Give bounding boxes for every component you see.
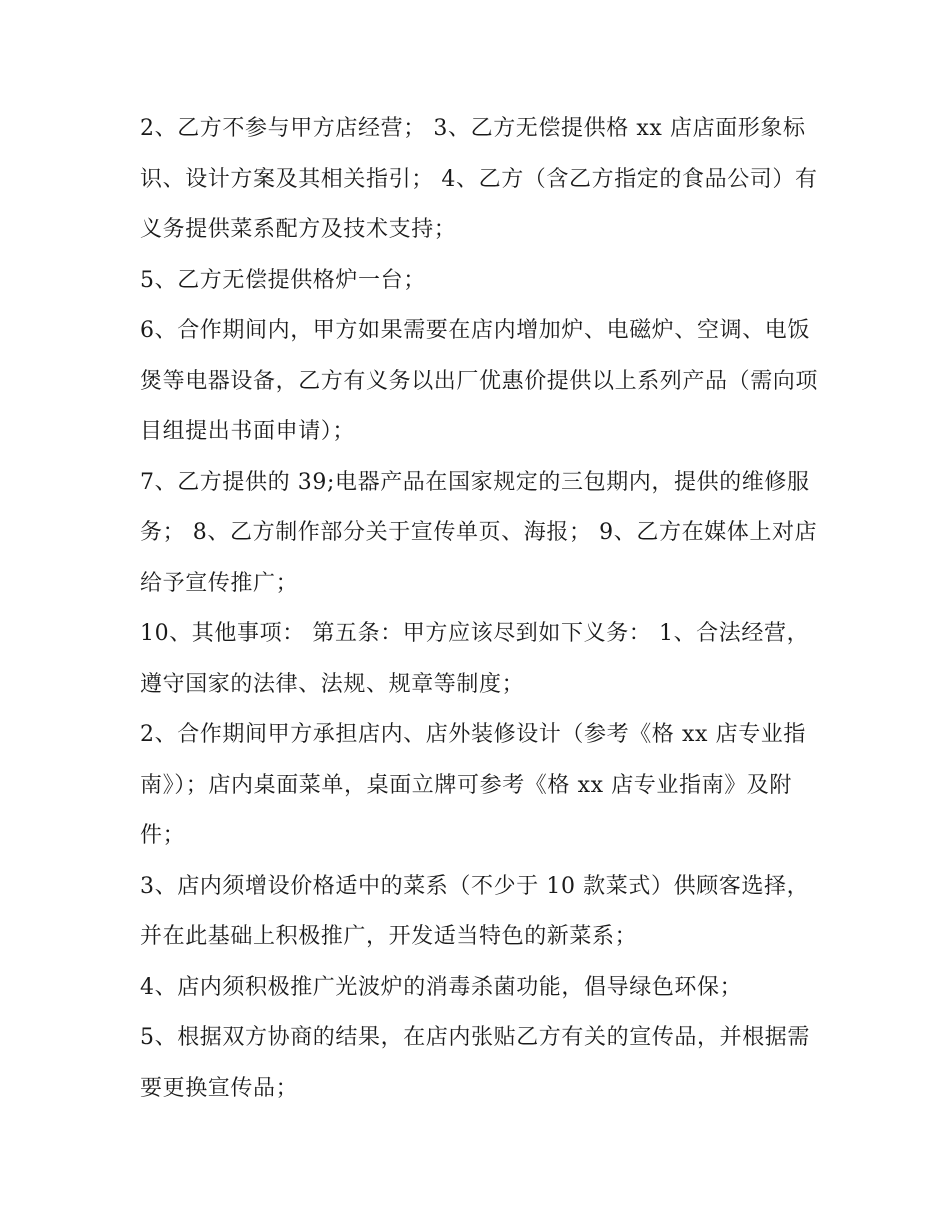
paragraph-obligation-5: 5、乙方无偿提供格炉一台； (140, 267, 426, 293)
paragraph-obligations-2-4: 2、乙方不参与甲方店经营； 3、乙方无偿提供格 xx 店店面形象标识、设计方案及其相关指引； 4、乙方（含乙方指定的食品公司）有义务提供菜系配方及技术支持； (140, 116, 818, 242)
paragraph-obligations-7-9: 7、乙方提供的 39;电器产品在国家规定的三包期内，提供的维修服务； 8、乙方制作部分关于宣传单页、海报； 9、乙方在媒体上对店给予宣传推广； (140, 469, 818, 596)
paragraph-article-5-start: 10、其他事项： 第五条：甲方应该尽到如下义务： 1、合法经营，遵守国家的法律、法规、规章等制度； (140, 621, 810, 697)
paragraph-party-a-duty-2: 2、合作期间甲方承担店内、店外装修设计（参考《格 xx 店专业指南》）；店内桌面菜单，桌面立牌可参考《格 xx 店专业指南》及附件； (140, 722, 806, 848)
paragraph-party-a-duty-5: 5、根据双方协商的结果，在店内张贴乙方有关的宣传品，并根据需要更换宣传品； (140, 1025, 810, 1101)
paragraph-party-a-duty-4: 4、店内须积极推广光波炉的消毒杀菌功能，倡导绿色环保； (140, 974, 743, 1000)
document-body (140, 104, 820, 1114)
paragraph-party-a-duty-3: 3、店内须增设价格适中的菜系（不少于 10 款菜式）供顾客选择，并在此基础上积极推广，开发适当特色的新菜系； (140, 873, 810, 949)
paragraph-obligation-6: 6、合作期间内，甲方如果需要在店内增加炉、电磁炉、空调、电饭煲等电器设备，乙方有义务以出厂优惠价提供以上系列产品（需向项目组提出书面申请）； (140, 318, 819, 444)
